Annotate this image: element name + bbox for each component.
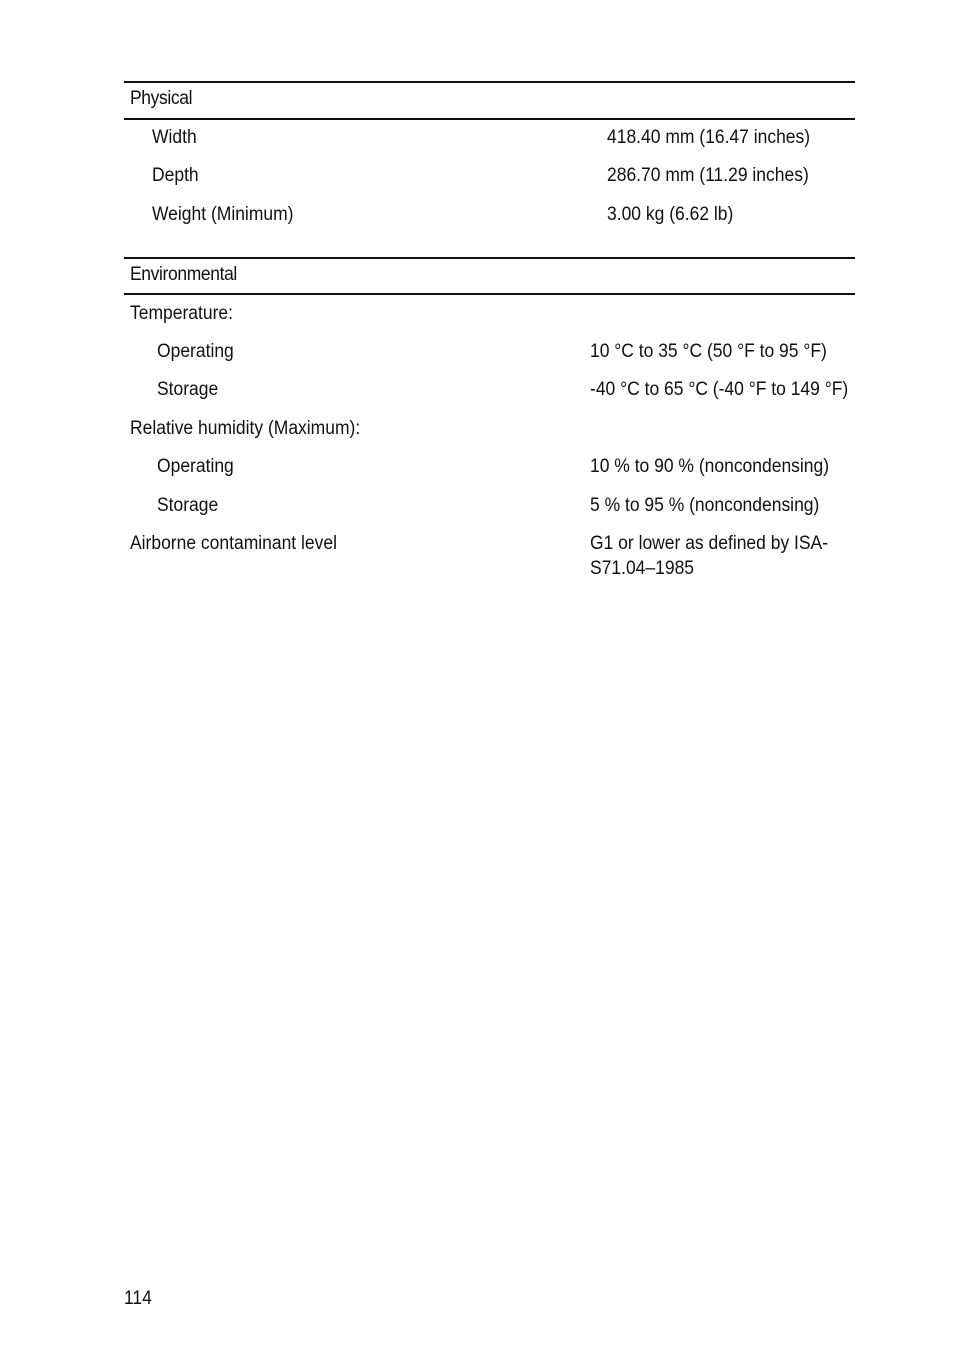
temperature-storage-label: Storage <box>157 379 219 400</box>
section-header-rule <box>124 293 855 295</box>
width-value: 418.40 mm (16.47 inches) <box>607 127 811 148</box>
weight-value: 3.00 kg (6.62 lb) <box>607 204 734 225</box>
humidity-storage-label: Storage <box>157 495 219 516</box>
temperature-label: Temperature: <box>130 303 233 324</box>
page-number: 114 <box>124 1288 152 1309</box>
environmental-section-title: Environmental <box>130 264 237 285</box>
airborne-contaminant-value-line1: G1 or lower as defined by ISA- <box>590 533 829 554</box>
temperature-storage-value: -40 °C to 65 °C (-40 °F to 149 °F) <box>590 379 849 400</box>
humidity-storage-value: 5 % to 95 % (noncondensing) <box>590 495 820 516</box>
airborne-contaminant-label: Airborne contaminant level <box>130 533 337 554</box>
humidity-operating-value: 10 % to 90 % (noncondensing) <box>590 456 830 477</box>
section-top-rule <box>124 257 855 259</box>
depth-value: 286.70 mm (11.29 inches) <box>607 165 809 186</box>
humidity-label: Relative humidity (Maximum): <box>130 418 361 439</box>
airborne-contaminant-value-line2: S71.04–1985 <box>590 558 695 579</box>
section-top-rule <box>124 81 855 83</box>
humidity-operating-label: Operating <box>157 456 234 477</box>
width-label: Width <box>152 127 197 148</box>
depth-label: Depth <box>152 165 199 186</box>
weight-label: Weight (Minimum) <box>152 204 294 225</box>
temperature-operating-value: 10 °C to 35 °C (50 °F to 95 °F) <box>590 341 827 362</box>
section-header-rule <box>124 118 855 120</box>
temperature-operating-label: Operating <box>157 341 234 362</box>
physical-section-title: Physical <box>130 88 193 109</box>
